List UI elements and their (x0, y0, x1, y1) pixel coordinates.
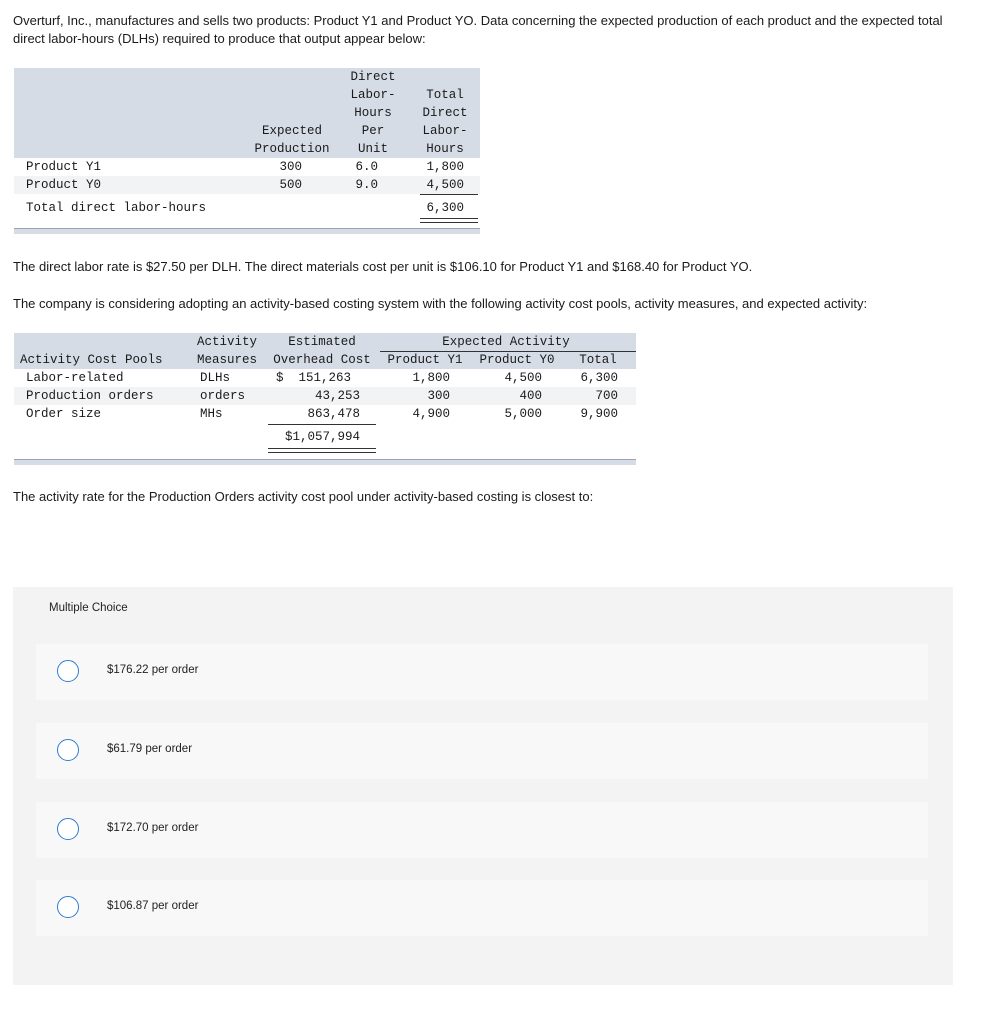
header-total: Total (579, 353, 617, 367)
row-total-y1: 1,800 (426, 160, 464, 174)
header-dlh-2: Labor- (350, 88, 396, 102)
y0-size: 5,000 (504, 407, 542, 421)
header-pools: Activity Cost Pools (20, 353, 163, 367)
multiple-choice-panel (13, 587, 953, 985)
total-row-value: 6,300 (426, 201, 464, 215)
header-y0: Product Y0 (479, 353, 555, 367)
header-total-2: Direct (422, 106, 468, 120)
cost-orders: 43,253 (314, 389, 360, 403)
choice-label-2: $61.79 per order (107, 743, 193, 755)
choice-label-1: $176.22 per order (107, 664, 199, 676)
table-header-bg (14, 68, 480, 158)
y0-labor: 4,500 (504, 371, 542, 385)
header-dlh-1: Direct (350, 70, 396, 84)
header-expected-1: Expected (261, 124, 322, 138)
header-overhead-2: Overhead Cost (273, 353, 371, 367)
pool-size: Order size (26, 407, 102, 421)
subtotal-underline (420, 194, 478, 195)
question-text: The activity rate for the Production Orders activity cost pool under activity-based costing is closest to: (13, 489, 594, 504)
cost-underline (268, 424, 376, 425)
row-total-y0: 4,500 (426, 178, 464, 192)
total-labor: 6,300 (580, 371, 618, 385)
measure-orders: orders (200, 389, 246, 403)
total-double-underline (420, 218, 478, 223)
multiple-choice-title: Multiple Choice (49, 602, 128, 614)
cost-size: 863,478 (307, 407, 360, 421)
row-label-y0: Product Y0 (26, 178, 102, 192)
production-table (14, 68, 480, 234)
total-row-label: Total direct labor-hours (26, 201, 207, 215)
header-expected-activity: Expected Activity (442, 335, 570, 349)
y1-labor: 1,800 (412, 371, 450, 385)
measure-size: MHs (200, 407, 223, 421)
choice-option-3[interactable] (36, 802, 928, 858)
y1-size: 4,900 (412, 407, 450, 421)
header-dlh-5: Unit (357, 142, 388, 156)
header-overhead-1: Estimated (288, 335, 356, 349)
table-footer-bar (14, 228, 480, 234)
radio-button-icon[interactable] (57, 818, 79, 840)
abc-intro-text: The company is considering adopting an activity-based costing system with the following activity cost pools, activity measures, and expected activity: (13, 296, 868, 311)
radio-button-icon[interactable] (57, 896, 79, 918)
header-total-1: Total (426, 88, 464, 102)
header-total-4: Hours (426, 142, 464, 156)
y1-orders: 300 (427, 389, 450, 403)
y0-orders: 400 (519, 389, 542, 403)
row-expected-y1: 300 (279, 160, 302, 174)
choice-label-4: $106.87 per order (107, 900, 199, 912)
row-dlh-y1: 6.0 (355, 160, 378, 174)
pool-orders: Production orders (26, 389, 154, 403)
cost-labor: $ 151,263 (276, 371, 352, 385)
choice-option-4[interactable] (36, 880, 928, 936)
choice-label-3: $172.70 per order (107, 822, 199, 834)
row-dlh-y0: 9.0 (355, 178, 378, 192)
radio-button-icon[interactable] (57, 739, 79, 761)
header-expected-2: Production (254, 142, 330, 156)
header-y1: Product Y1 (387, 353, 463, 367)
radio-button-icon[interactable] (57, 660, 79, 682)
activity-table (14, 333, 636, 465)
total-cost-double-underline (268, 448, 376, 453)
choice-option-2[interactable] (36, 723, 928, 779)
header-total-3: Labor- (422, 124, 468, 138)
intro-text: Overturf, Inc., manufactures and sells two products: Product Y1 and Product YO. Data concerning the expected production of each product and the expected total direct labor-hours (DLHs) required to produce that output appear below: (13, 13, 943, 46)
table-footer-bar (14, 459, 636, 465)
labor-rate-text: The direct labor rate is $27.50 per DLH. The direct materials cost per unit is $106.10 for Product Y1 and $168.40 for Product YO. (13, 259, 753, 274)
measure-labor: DLHs (200, 371, 231, 385)
header-dlh-4: Per (361, 124, 385, 138)
header-dlh-3: Hours (354, 106, 392, 120)
header-measures-1: Activity (196, 335, 257, 349)
total-size: 9,900 (580, 407, 618, 421)
header-measures-2: Measures (196, 353, 257, 367)
row-label-y1: Product Y1 (26, 160, 102, 174)
pool-labor: Labor-related (26, 371, 124, 385)
total-overhead-cost: $1,057,994 (284, 430, 360, 444)
total-orders: 700 (595, 389, 618, 403)
row-expected-y0: 500 (279, 178, 302, 192)
choice-option-1[interactable] (36, 644, 928, 700)
